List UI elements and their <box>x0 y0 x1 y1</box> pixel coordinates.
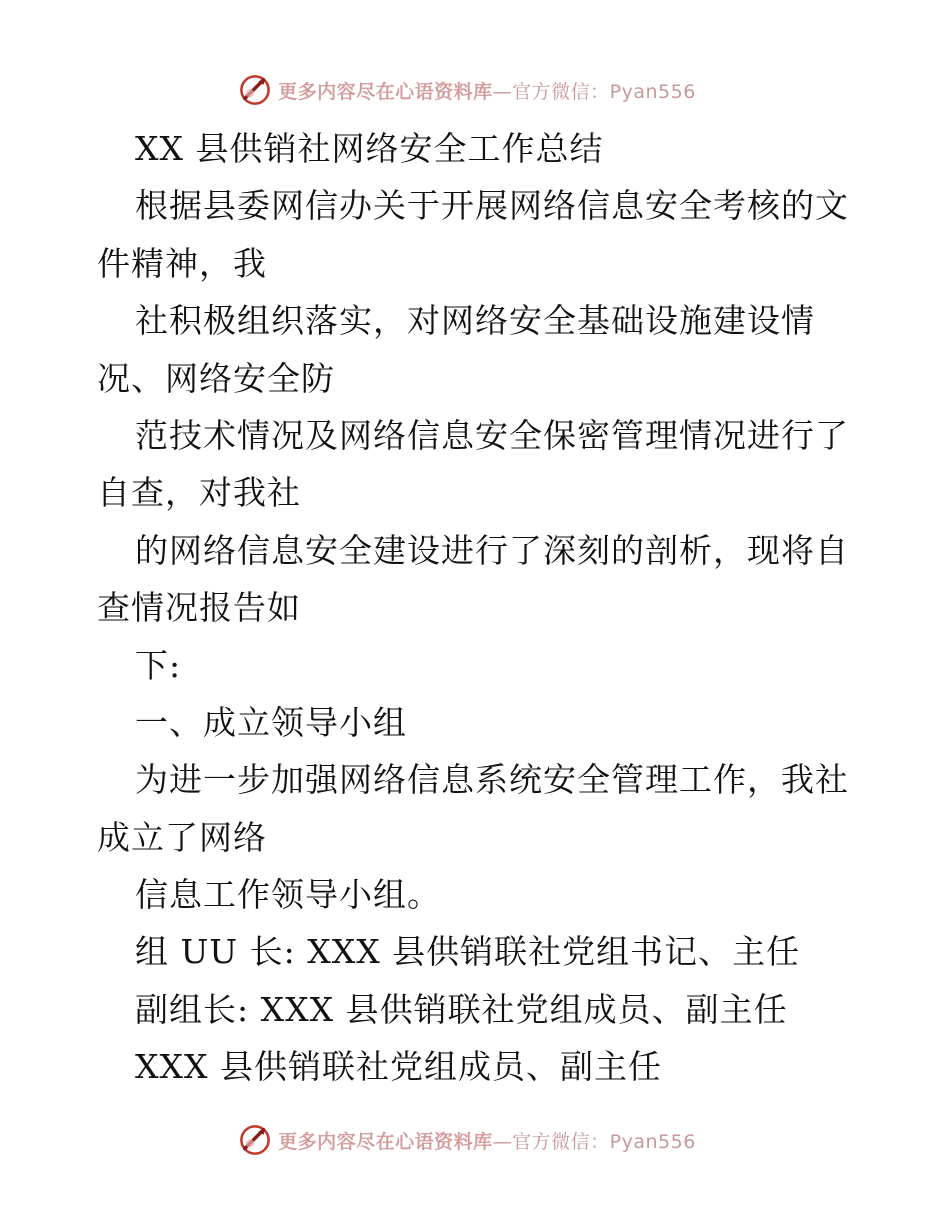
watermark-logo-icon <box>238 73 272 107</box>
watermark-header <box>0 70 950 110</box>
paragraph-line: 的网络信息安全建设进行了深刻的剖析，现将自 <box>135 530 849 570</box>
paragraph-line: 根据县委网信办关于开展网络信息安全考核的文 <box>135 186 849 226</box>
paragraph-line: 社积极组织落实，对网络安全基础设施建设情 <box>135 301 815 341</box>
paragraph-line: 下: <box>135 645 182 685</box>
member-line: XXX 县供销联社党组成员、副主任 <box>135 1047 662 1087</box>
watermark-group <box>238 1123 696 1157</box>
member-line: 副组长: XXX 县供销联社党组成员、副主任 <box>135 989 788 1029</box>
document-body <box>97 120 857 1096</box>
section-heading: 一、成立领导小组 <box>135 702 407 742</box>
paragraph-line: 况、网络安全防 <box>97 358 335 398</box>
watermark-footer <box>0 1120 950 1160</box>
document-title: XX 县供销社网络安全工作总结 <box>135 129 604 168</box>
paragraph-line: 信息工作领导小组。 <box>135 875 441 915</box>
member-line: 组 UU 长: XXX 县供销联社党组书记、主任 <box>135 932 801 972</box>
watermark-group <box>238 73 696 107</box>
paragraph-line: 件精神，我 <box>97 243 267 283</box>
paragraph-line: 成立了网络 <box>97 817 267 857</box>
watermark-logo-icon <box>238 1123 272 1157</box>
paragraph-line: 自查，对我社 <box>97 473 301 513</box>
watermark-text: 更多内容尽在心语资料库—官方微信：Pyan556 <box>278 1130 696 1153</box>
watermark-text: 更多内容尽在心语资料库—官方微信：Pyan556 <box>278 80 696 103</box>
paragraph-line: 为进一步加强网络信息系统安全管理工作，我社 <box>135 760 849 800</box>
paragraph-line: 范技术情况及网络信息安全保密管理情况进行了 <box>135 415 849 455</box>
paragraph-line: 查情况报告如 <box>97 588 301 628</box>
